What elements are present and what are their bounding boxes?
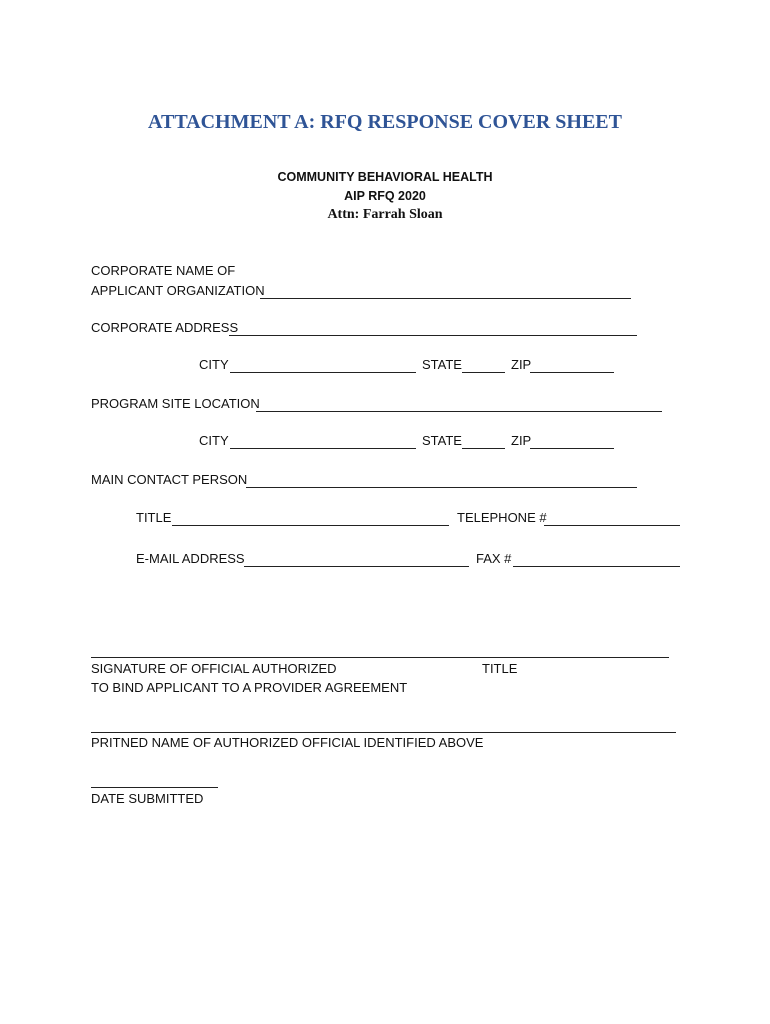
rfq-name: AIP RFQ 2020	[344, 189, 426, 203]
org-name: COMMUNITY BEHAVIORAL HEALTH	[277, 170, 493, 184]
email-field[interactable]	[244, 566, 469, 567]
city-field-2[interactable]	[230, 448, 416, 449]
city-label-1: CITY	[199, 357, 229, 372]
zip-field-2[interactable]	[530, 448, 614, 449]
email-label: E-MAIL ADDRESS	[136, 551, 245, 566]
zip-label-2: ZIP	[511, 433, 532, 448]
state-field-2[interactable]	[462, 448, 505, 449]
state-label-2: STATE	[422, 433, 462, 448]
title-label: TITLE	[136, 510, 172, 525]
telephone-label: TELEPHONE #	[457, 510, 547, 525]
signature-label-2: TO BIND APPLICANT TO A PROVIDER AGREEMENT	[91, 680, 408, 695]
corp-name-label-2: APPLICANT ORGANIZATION	[91, 283, 265, 298]
city-field-1[interactable]	[230, 372, 416, 373]
program-site-label: PROGRAM SITE LOCATION	[91, 396, 260, 411]
document-title: ATTACHMENT A: RFQ RESPONSE COVER SHEET	[148, 111, 622, 133]
fax-label: FAX #	[476, 551, 512, 566]
signature-label-1: SIGNATURE OF OFFICIAL AUTHORIZED	[91, 661, 337, 676]
printed-name-field[interactable]	[91, 732, 676, 733]
city-label-2: CITY	[199, 433, 229, 448]
main-contact-field[interactable]	[246, 487, 637, 488]
date-field[interactable]	[91, 787, 218, 788]
title-field[interactable]	[172, 525, 449, 526]
signature-field[interactable]	[91, 657, 669, 658]
main-contact-label: MAIN CONTACT PERSON	[91, 472, 248, 487]
signature-title-label: TITLE	[482, 661, 518, 676]
program-site-field[interactable]	[256, 411, 662, 412]
fax-field[interactable]	[513, 566, 680, 567]
state-label-1: STATE	[422, 357, 462, 372]
telephone-field[interactable]	[544, 525, 680, 526]
zip-label-1: ZIP	[511, 357, 532, 372]
corp-name-field[interactable]	[260, 298, 631, 299]
zip-field-1[interactable]	[530, 372, 614, 373]
date-label: DATE SUBMITTED	[91, 791, 204, 806]
corp-name-label-1: CORPORATE NAME OF	[91, 263, 236, 278]
corp-address-label: CORPORATE ADDRESS	[91, 320, 239, 335]
corp-address-field[interactable]	[229, 335, 637, 336]
state-field-1[interactable]	[462, 372, 505, 373]
attn-line: Attn: Farrah Sloan	[327, 207, 443, 222]
printed-name-label: PRITNED NAME OF AUTHORIZED OFFICIAL IDENTIFIED ABOVE	[91, 735, 484, 750]
